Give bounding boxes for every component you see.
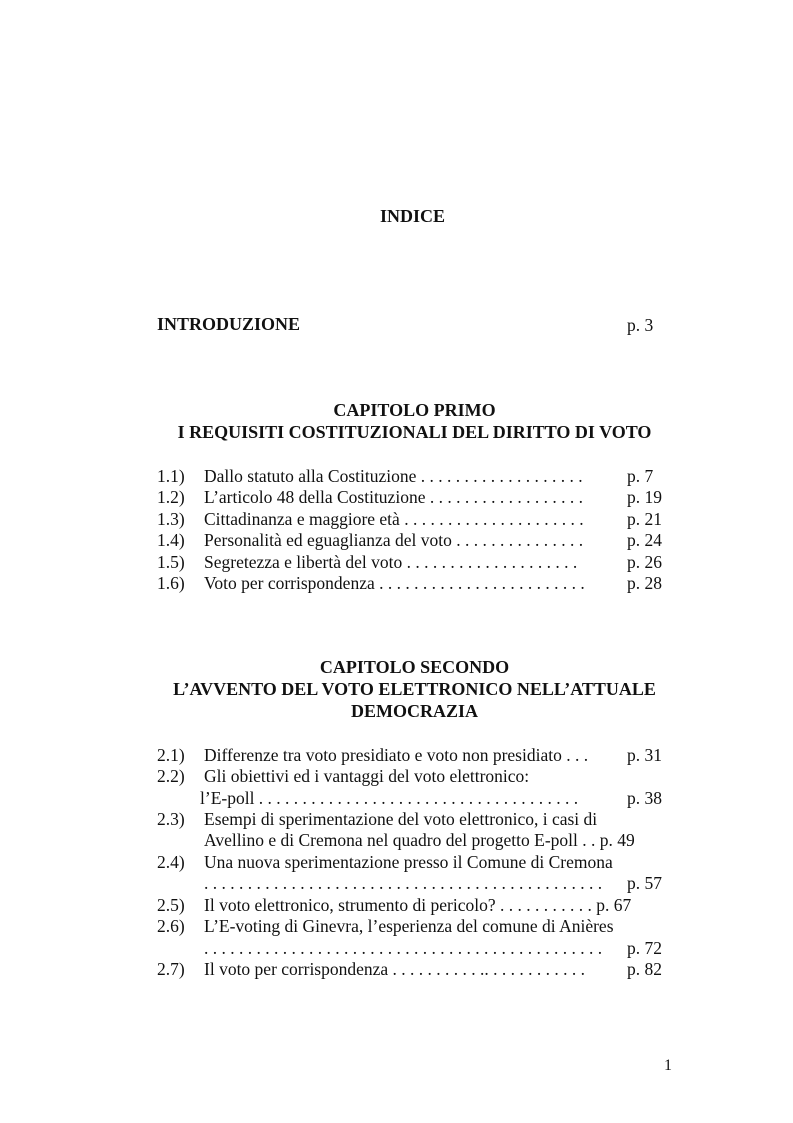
- toc-page: p. 57: [627, 873, 662, 893]
- toc-number: 1.2): [157, 487, 185, 507]
- toc-entry-text: Il voto elettronico, strumento di pericolo? . . . . . . . . . . . p. 67: [204, 895, 632, 915]
- toc-number: 1.4): [157, 530, 185, 550]
- toc-entry-label: Voto per corrispondenza: [204, 573, 375, 593]
- toc-number: 1.6): [157, 573, 185, 593]
- toc-entry-text-cont: l’E-poll . . . . . . . . . . . . . . . . . . . . . . . . . . . . . . . . . . . . .: [200, 788, 579, 808]
- toc-number: 2.6): [157, 916, 185, 936]
- toc-entry-text: [204, 573, 585, 594]
- toc-number: 2.3): [157, 809, 185, 829]
- toc-leader: . . . . . . . . . . . . . . . . . . . .: [402, 552, 578, 572]
- page-title: INDICE: [380, 206, 446, 226]
- page-number: 1: [664, 1057, 672, 1074]
- toc-number: 2.7): [157, 959, 185, 979]
- toc-leader: . . . . . . . . . . . . . . . . . . .: [416, 466, 583, 486]
- toc-page: p. 31: [627, 745, 662, 765]
- intro-label: INTRODUZIONE: [157, 314, 301, 334]
- toc-entry-text: [204, 552, 577, 573]
- toc-entry-text: Il voto per corrispondenza . . . . . . . . . . .. . . . . . . . . . . .: [204, 959, 586, 979]
- chapter2-heading: CAPITOLO SECONDO: [319, 657, 510, 677]
- toc-entry-label: Personalità ed eguaglianza del voto: [204, 530, 452, 550]
- toc-entry-label: Cittadinanza e maggiore età: [204, 509, 400, 529]
- toc-number: 1.1): [157, 466, 185, 486]
- chapter2-subtitle: L’AVVENTO DEL VOTO ELETTRONICO NELL’ATTUALE: [173, 679, 656, 699]
- toc-page: p. 38: [627, 788, 662, 808]
- toc-entry-text-cont: Avellino e di Cremona nel quadro del progetto E-poll . . p. 49: [204, 830, 635, 850]
- chapter1-heading: CAPITOLO PRIMO: [333, 400, 496, 420]
- toc-page: p. 19: [627, 487, 662, 507]
- toc-entry-text: [204, 509, 584, 530]
- toc-page: p. 24: [627, 530, 662, 550]
- toc-number: 2.1): [157, 745, 185, 765]
- toc-entry-text: Esempi di sperimentazione del voto elettronico, i casi di: [204, 809, 598, 829]
- toc-entry-text: Differenze tra voto presidiato e voto non presidiato . . .: [204, 745, 589, 765]
- toc-page: p. 72: [627, 938, 662, 958]
- toc-entry-label: Dallo statuto alla Costituzione: [204, 466, 417, 486]
- toc-page: p. 7: [627, 466, 654, 486]
- intro-page: p. 3: [627, 315, 654, 335]
- toc-entry-text: [204, 466, 583, 487]
- toc-entry-label: L’articolo 48 della Costituzione: [204, 487, 426, 507]
- toc-leader: . . . . . . . . . . . . . . . . . . . . . . . . . . . . . . . . . . . . . . . . . . . . . .: [204, 938, 603, 958]
- toc-leader: . . . . . . . . . . . . . . . . . . . . . . . .: [374, 573, 585, 593]
- chapter2-subtitle-cont: DEMOCRAZIA: [350, 701, 478, 721]
- toc-page: p. 82: [627, 959, 662, 979]
- toc-entry-text: [204, 530, 583, 551]
- chapter1-subtitle: I REQUISITI COSTITUZIONALI DEL DIRITTO DI VOTO: [177, 422, 652, 442]
- toc-number: 2.5): [157, 895, 185, 915]
- toc-entry-label: Segretezza e libertà del voto: [204, 552, 403, 572]
- toc-number: 2.2): [157, 766, 185, 786]
- toc-entry-text: Una nuova sperimentazione presso il Comune di Cremona: [204, 852, 613, 872]
- toc-entry-text: L’E-voting di Ginevra, l’esperienza del comune di Anières: [204, 916, 614, 936]
- toc-number: 1.3): [157, 509, 185, 529]
- toc-leader: . . . . . . . . . . . . . . . . . .: [425, 487, 583, 507]
- toc-page: p. 26: [627, 552, 662, 572]
- toc-number: 2.4): [157, 852, 185, 872]
- toc-leader: . . . . . . . . . . . . . . . . . . . . . . . . . . . . . . . . . . . . . . . . . . . . . .: [204, 873, 603, 893]
- toc-entry-text: Gli obiettivi ed i vantaggi del voto elettronico:: [204, 766, 530, 786]
- toc-leader: . . . . . . . . . . . . . . . . . . . . .: [399, 509, 584, 529]
- toc-entry-text: [204, 487, 583, 508]
- toc-leader: . . . . . . . . . . . . . . .: [451, 530, 584, 550]
- toc-number: 1.5): [157, 552, 185, 572]
- toc-page: p. 21: [627, 509, 662, 529]
- toc-page: p. 28: [627, 573, 662, 593]
